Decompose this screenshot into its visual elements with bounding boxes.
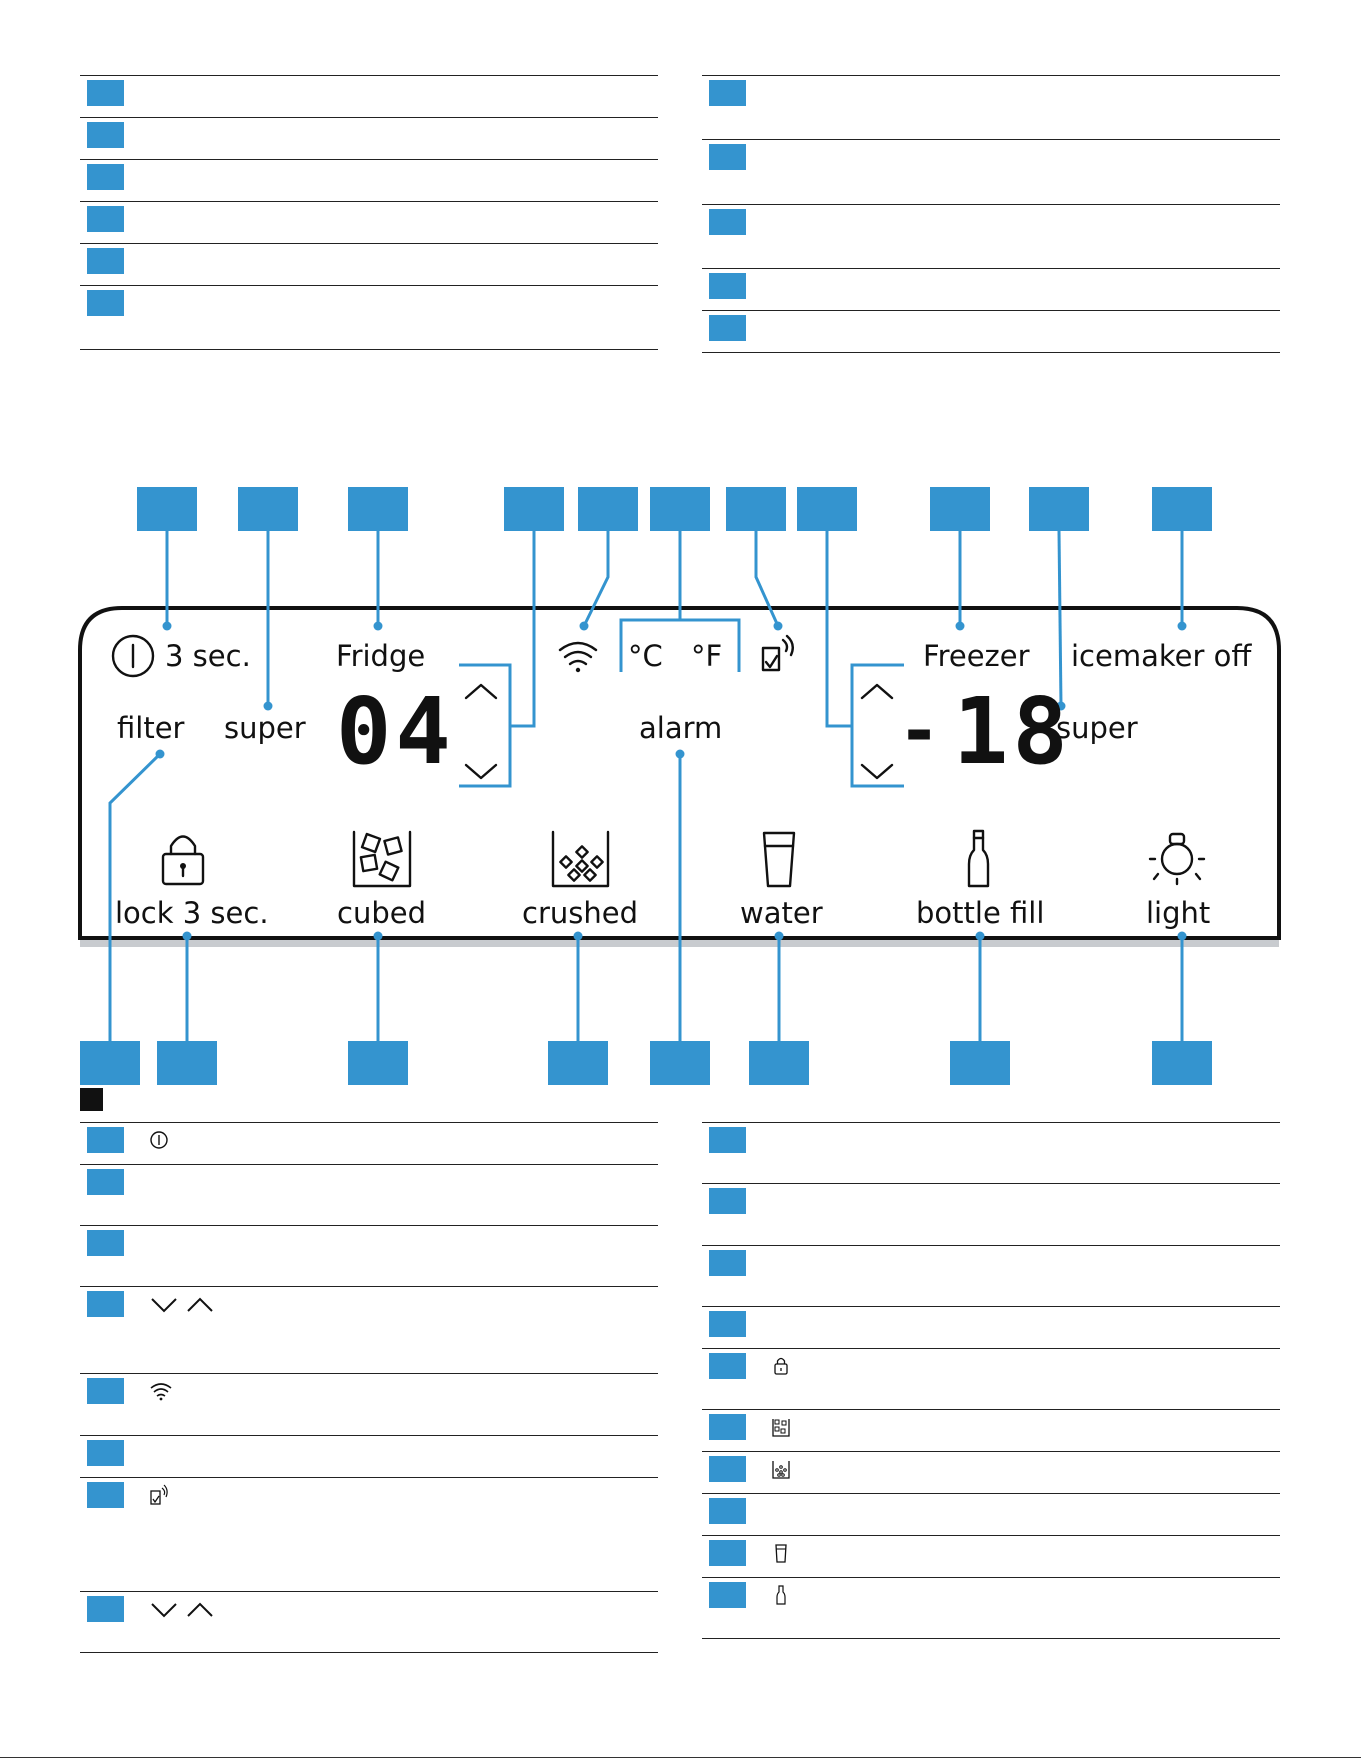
bottle-fill-label: bottle fill — [916, 896, 1045, 930]
callout-box — [709, 1456, 746, 1482]
callout-box — [87, 1169, 124, 1195]
legend-row — [80, 1286, 658, 1374]
crushed-ice-icon — [553, 832, 608, 886]
fridge-temp-display — [336, 678, 455, 785]
legend-bottom-left — [80, 1122, 658, 1654]
callout-box — [950, 1041, 1010, 1085]
chevron-down-up-icon — [148, 1598, 218, 1622]
section-marker — [80, 1088, 103, 1111]
legend-row — [80, 1477, 658, 1592]
callout-box — [709, 1188, 746, 1214]
callout-box — [87, 1230, 124, 1256]
callout-box — [1152, 1041, 1212, 1085]
freezer-temp-value: 18 — [953, 678, 1072, 785]
callout-box — [709, 1540, 746, 1566]
callout-box — [930, 487, 990, 531]
callout-box — [87, 1127, 124, 1153]
power-hold-label: 3 sec. — [165, 639, 251, 673]
bottle-icon — [770, 1584, 792, 1606]
chevron-up-icon[interactable] — [466, 685, 496, 698]
callout-box — [87, 1482, 124, 1508]
callout-box — [650, 487, 710, 531]
water-glass-icon — [770, 1542, 792, 1564]
alarm-label: alarm — [639, 711, 723, 745]
callout-box — [709, 1127, 746, 1153]
ice-cubes-icon — [770, 1416, 792, 1438]
filter-label: filter — [117, 711, 185, 745]
wifi-icon — [148, 1380, 174, 1402]
cubed-label: cubed — [337, 896, 426, 930]
fridge-up-button[interactable] — [466, 685, 496, 698]
legend-row — [80, 1164, 658, 1226]
callout-box — [87, 1291, 124, 1317]
callout-box — [709, 1414, 746, 1440]
callout-box — [548, 1041, 608, 1085]
callout-box — [797, 487, 857, 531]
chevron-down-icon[interactable] — [862, 765, 892, 778]
callout-box — [238, 487, 298, 531]
fridge-down-button[interactable] — [466, 765, 496, 778]
legend-row — [702, 1348, 1280, 1410]
super-fridge-label: super — [224, 711, 306, 745]
callout-box — [709, 1582, 746, 1608]
callout-box — [749, 1041, 809, 1085]
fridge-bracket — [459, 665, 510, 786]
fahrenheit-label: °F — [691, 639, 723, 673]
crushed-ice-icon — [770, 1458, 792, 1480]
legend-row — [702, 1122, 1280, 1184]
legend-row — [702, 1306, 1280, 1349]
legend-row — [702, 1535, 1280, 1578]
legend-row — [80, 1591, 658, 1653]
callout-box — [650, 1041, 710, 1085]
water-label: water — [740, 896, 823, 930]
freezer-sign: - — [898, 690, 941, 772]
fridge-label: Fridge — [336, 639, 426, 673]
callout-box — [80, 1041, 140, 1085]
icemaker-off-label: icemaker off — [1071, 639, 1252, 673]
chevron-down-icon[interactable] — [466, 765, 496, 778]
callout-box — [87, 1596, 124, 1622]
callout-box — [157, 1041, 217, 1085]
ice-cubes-icon — [354, 832, 410, 886]
bottom-callouts — [80, 1041, 1212, 1085]
legend-end-line — [80, 1652, 658, 1653]
legend-end-line — [702, 1638, 1280, 1639]
chevron-down-up-icon — [148, 1293, 218, 1317]
crushed-label: crushed — [522, 896, 638, 930]
celsius-label: °C — [628, 639, 663, 673]
callout-box — [709, 1353, 746, 1379]
page-footer-line — [0, 1757, 1361, 1758]
legend-row — [80, 1122, 658, 1165]
water-glass-icon — [764, 833, 794, 886]
legend-row — [702, 1245, 1280, 1307]
callout-box — [578, 487, 638, 531]
callout-box — [726, 487, 786, 531]
legend-row — [80, 1225, 658, 1287]
callout-box — [348, 1041, 408, 1085]
callout-box — [1029, 487, 1089, 531]
freezer-bracket — [852, 665, 904, 786]
lock-icon — [163, 837, 203, 885]
legend-row — [702, 1493, 1280, 1536]
remote-start-icon — [763, 636, 793, 670]
super-freezer-label: super — [1056, 711, 1138, 745]
callout-box — [348, 487, 408, 531]
power-icon — [148, 1129, 170, 1151]
freezer-down-button[interactable] — [862, 765, 892, 778]
freezer-up-button[interactable] — [862, 685, 892, 698]
callout-box — [87, 1378, 124, 1404]
legend-row — [702, 1451, 1280, 1494]
callout-box — [87, 1440, 124, 1466]
lock-icon — [770, 1355, 792, 1377]
top-callouts — [137, 487, 1212, 531]
freezer-label: Freezer — [923, 639, 1030, 673]
legend-row — [702, 1577, 1280, 1639]
bottle-icon — [969, 831, 988, 886]
legend-bottom-right — [702, 1122, 1280, 1642]
callout-box — [504, 487, 564, 531]
callout-box — [709, 1498, 746, 1524]
fridge-temp-value: 04 — [336, 678, 455, 785]
light-label: light — [1146, 896, 1211, 930]
legend-row — [702, 1183, 1280, 1246]
callout-box — [1152, 487, 1212, 531]
legend-row — [80, 1435, 658, 1478]
power-icon — [113, 636, 153, 676]
callout-box — [709, 1311, 746, 1337]
legend-row — [702, 1409, 1280, 1452]
callout-box — [709, 1250, 746, 1276]
chevron-up-icon[interactable] — [862, 685, 892, 698]
lock-label: lock 3 sec. — [115, 896, 269, 930]
legend-row — [80, 1373, 658, 1436]
remote-start-icon — [148, 1484, 170, 1506]
wifi-icon — [560, 643, 596, 672]
light-bulb-icon — [1150, 834, 1204, 884]
callout-box — [137, 487, 197, 531]
